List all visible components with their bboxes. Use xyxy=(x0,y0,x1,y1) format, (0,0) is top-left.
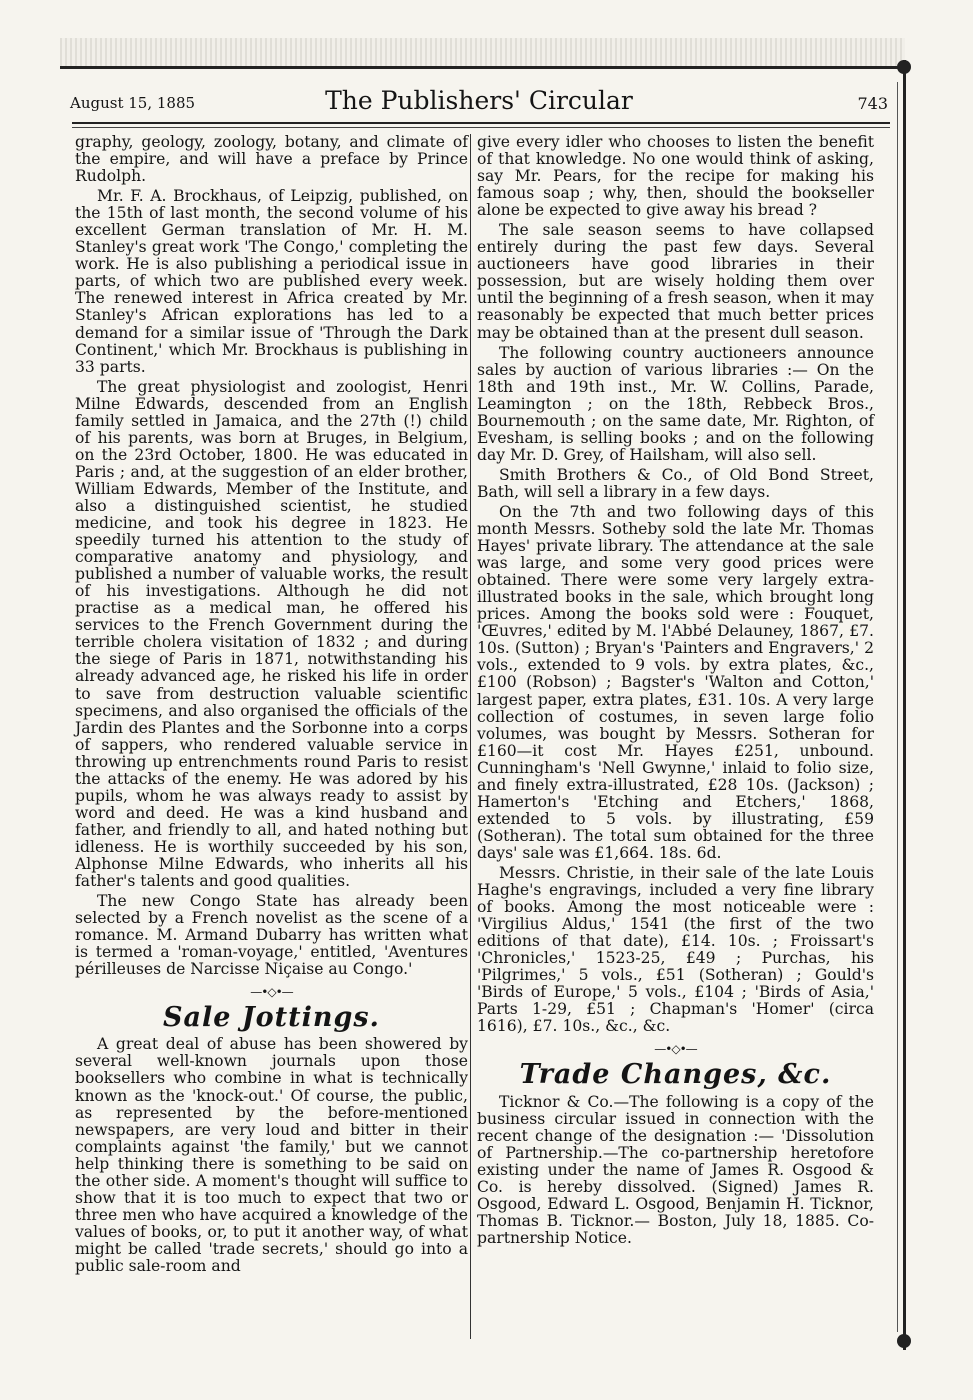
right-column xyxy=(477,134,874,1250)
section-heading-sale-jottings: Sale Jottings. xyxy=(163,1002,380,1034)
paragraph: Smith Brothers & Co., of Old Bond Street, Bath, will sell a library in a few days. xyxy=(477,465,874,501)
border-ornament-icon xyxy=(897,1334,911,1348)
page-number: 743 xyxy=(857,94,888,113)
paragraph: A great deal of abuse has been showered by several well-known journals upon those booksellers who combine in what is technically known as the 'knock-out.' Of course, the public, as represented by the before-mentioned newspapers, are very loud and bitter in their complaints against 'the family,' but we cannot help thinking there is something to be said on the other side. A moment's thought will suffice to show that it is too much to expect that two or three men who have acquired a knowledge of the values of books, or, to put it another way, of what might be called 'trade secrets,' should go into a public sale-room and xyxy=(75,1035,468,1275)
right-inner-rule xyxy=(897,82,898,1332)
top-border-rule xyxy=(60,66,905,69)
running-header xyxy=(70,86,888,120)
paragraph: The great physiologist and zoologist, Henri Milne Edwards, descended from an English family settled in Jamaica, and the 27th (!) child of his parents, was born at Bruges, in Belgium, on the 23rd October, 1800. He was educated in Paris ; and, at the suggestion of an elder brother, William Edwards, Member of the Institute, and also a distinguished scientist, he studied medicine, and took his degree in 1823. He speedily turned his attention to the study of comparative anatomy and physiology, and published a number of valuable works, the result of his investigations. Although he did not practise as a medical man, he offered his services to the French Government during the terrible cholera visitation of 1832 ; and during the siege of Paris in 1871, notwithstanding his already advanced age, he risked his life in order to save from destruction valuable scientific specimens, and also organised the officials of the Jardin des Plantes and the Sorbonne into a corps of sappers, who rendered valuable service in throwing up entrenchments round Paris to resist the attacks of the enemy. He was adored by his pupils, whom he was always ready to assist by word and deed. He was a kind husband and father, and friendly to all, and hated nothing but idleness. He is worthily succeeded by his son, Alphonse Milne Edwards, who inherits all his father's talents and good qualities. xyxy=(75,377,468,891)
right-border-rule xyxy=(903,60,906,1350)
paragraph: graphy, geology, zoology, botany, and climate of the empire, and will have a preface by Prince Rudolph. xyxy=(75,133,468,186)
page-edge-texture xyxy=(60,38,905,66)
paragraph: Messrs. Christie, in their sale of the late Louis Haghe's engravings, included a very fine library of books. Among the most noticeable were : 'Virgilius Aldus,' 1541 (the first of the two editions of that date), £14. 10s. ; Froissart's 'Chronicles,' 1523-25, £49 ; Purchas, his 'Pilgrimes,' 5 vols., £51 (Sotheran) ; Gould's 'Birds of Europe,' 5 vols., £104 ; 'Birds of Asia,' Parts 1-29, £51 ; Chapman's 'Homer' (circa 1616), £7. 10s., &c., &c. xyxy=(477,863,874,1036)
border-ornament-icon xyxy=(897,60,911,74)
issue-date: August 15, 1885 xyxy=(70,94,196,112)
paragraph: Mr. F. A. Brockhaus, of Leipzig, published, on the 15th of last month, the second volume of his excellent German translation of Mr. H. M. Stanley's great work 'The Congo,' completing the work. He is also publishing a periodical issue in parts, of which two are published every week. The renewed interest in Africa created by Mr. Stanley's African explorations has led to a demand for a similar issue of 'Through the Dark Continent,' which Mr. Brockhaus is publishing in 33 parts. xyxy=(75,187,468,376)
journal-title: The Publishers' Circular xyxy=(325,86,633,115)
ornament-divider: —•◇•— xyxy=(250,985,293,1000)
header-rule-thin xyxy=(72,127,890,128)
paragraph: Ticknor & Co.—The following is a copy of the business circular issued in connection with the recent change of the designation :— 'Dissolution of Partnership.—The co-partnership heretofore existing under the name of James R. Osgood & Co. is hereby dissolved. (Signed) James R. Osgood, Edward L. Osgood, Benjamin H. Ticknor, Thomas B. Ticknor.— Boston, July 18, 1885. Co-partnership Notice. xyxy=(477,1092,874,1247)
paragraph: The sale season seems to have collapsed entirely during the past few days. Several auctioneers have good libraries in their possession, but are wisely holding them over until the beginning of a fresh season, when it may reasonably be expected that much better prices may be obtained than at the present dull season. xyxy=(477,221,874,342)
paragraph: On the 7th and two following days of this month Messrs. Sotheby sold the late Mr. Thomas Hayes' private library. The attendance at the sale was large, and some very good prices were obtained. There were some very largely extra-illustrated books in the sale, which brought long prices. Among the books sold were : Fouquet, 'Œuvres,' edited by M. l'Abbé Delauney, 1867, £7. 10s. (Sutton) ; Bryan's 'Painters and Engravers,' 2 vols., extended to 9 vols. by extra plates, &c., £100 (Robson) ; Bagster's 'Walton and Cotton,' largest paper, extra plates, £31. 10s. A very large collection of costumes, in seven large folio volumes, was bought by Messrs. Sotheran for £160—it cost Mr. Hayes £251, unbound. Cunningham's 'Nell Gwynne,' inlaid to folio size, and finely extra-illustrated, £28 10s. (Jackson) ; Hamerton's 'Etching and Etchers,' 1868, extended to 5 vols. by illustrating, £59 (Sotheran). The total sum obtained for the three days' sale was £1,664. 18s. 6d. xyxy=(477,502,874,862)
section-heading-trade-changes: Trade Changes, &c. xyxy=(519,1059,832,1091)
ornament-divider: —•◇•— xyxy=(654,1042,697,1057)
paragraph: The following country auctioneers announce sales by auction of various libraries :— On the 18th and 19th inst., Mr. W. Collins, Parade, Leamington ; on the 18th, Rebbeck Bros., Bournemouth ; on the same date, Mr. Righton, of Evesham, is selling books ; and on the following day Mr. D. Grey, of Hailsham, will also sell. xyxy=(477,343,874,464)
column-divider xyxy=(470,134,471,1339)
left-column xyxy=(75,134,468,1278)
header-rule xyxy=(72,122,890,124)
paragraph: give every idler who chooses to listen the benefit of that knowledge. No one would think of asking, say Mr. Pears, for the recipe for making his famous soap ; why, then, should the bookseller alone be expected to give away his bread ? xyxy=(477,133,874,220)
paragraph: The new Congo State has already been selected by a French novelist as the scene of a romance. M. Armand Dubarry has written what is termed a 'roman-voyage,' entitled, 'Aventures périlleuses de Narcisse Niçaise au Congo.' xyxy=(75,892,468,979)
